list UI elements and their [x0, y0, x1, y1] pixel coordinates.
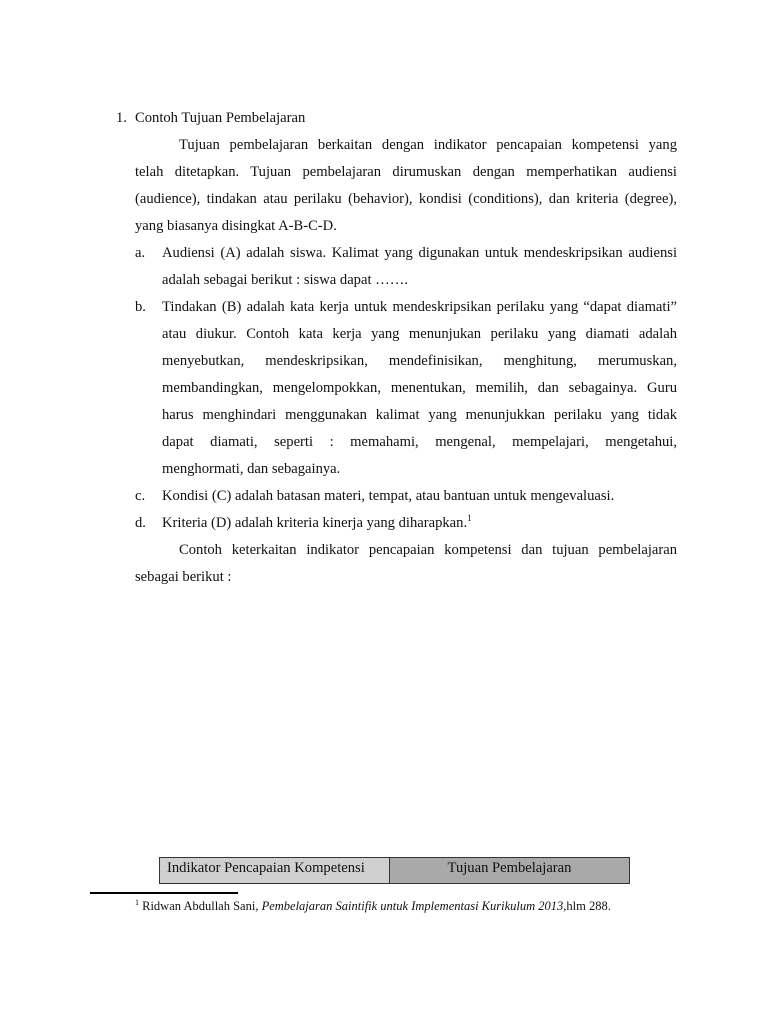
footnote-page: ,hlm 288. [563, 899, 611, 913]
item-d-line-1 [162, 514, 472, 532]
intro-line-4: yang biasanya disingkat A-B-C-D. [135, 218, 337, 234]
item-c-line-1: Kondisi (C) adalah batasan materi, tempat, atau bantuan untuk mengevaluasi. [162, 488, 615, 504]
item-b-line-3: menyebutkan, mendeskripsikan, mendefinisikan, menghitung, merumuskan, [162, 353, 677, 369]
footnote-separator [90, 892, 238, 894]
item-b-line-4: membandingkan, mengelompokkan, menentukan, memilih, dan sebagainya. Guru [162, 380, 677, 396]
section-title: Contoh Tujuan Pembelajaran [135, 110, 306, 126]
intro-line-3: (audience), tindakan atau perilaku (behavior), kondisi (conditions), dan kriteria (degree), [135, 191, 677, 207]
footnote-author: Ridwan Abdullah Sani, [142, 899, 262, 913]
list-marker-d: d. [135, 515, 146, 531]
closing-line-2: sebagai berikut : [135, 569, 232, 585]
item-a-line-1: Audiensi (A) adalah siswa. Kalimat yang digunakan untuk mendeskripsikan audiensi [162, 245, 677, 261]
list-marker-b: b. [135, 299, 146, 315]
item-b-line-2: atau diukur. Contoh kata kerja yang menunjukan perilaku yang diamati adalah [162, 326, 677, 342]
closing-line-1: Contoh keterkaitan indikator pencapaian kompetensi dan tujuan pembelajaran [179, 542, 677, 558]
footnote-ref[interactable]: 1 [467, 513, 472, 523]
intro-line-1: Tujuan pembelajaran berkaitan dengan indikator pencapaian kompetensi yang [179, 137, 677, 153]
footnote [135, 898, 611, 914]
table-header-indikator: Indikator Pencapaian Kompetensi [160, 858, 390, 883]
list-marker-c: c. [135, 488, 146, 504]
item-b-line-5: harus menghindari menggunakan kalimat yang menunjukkan perilaku yang tidak [162, 407, 677, 423]
comparison-table [159, 857, 630, 884]
item-a-line-2: adalah sebagai berikut : siswa dapat ……. [162, 272, 408, 288]
item-b-line-6: dapat diamati, seperti : memahami, mengenal, mempelajari, mengetahui, [162, 434, 677, 450]
item-b-line-1: Tindakan (B) adalah kata kerja untuk mendeskripsikan perilaku yang “dapat diamati” [162, 299, 677, 315]
intro-line-2: telah ditetapkan. Tujuan pembelajaran dirumuskan dengan memperhatikan audiensi [135, 164, 677, 180]
list-marker-a: a. [135, 245, 146, 261]
footnote-title: Pembelajaran Saintifik untuk Implementasi Kurikulum 2013 [261, 899, 564, 913]
section-number: 1. [116, 110, 127, 126]
footnote-number: 1 [135, 898, 139, 907]
table-header-tujuan: Tujuan Pembelajaran [390, 858, 629, 883]
item-d-text: Kriteria (D) adalah kriteria kinerja yang diharapkan. [162, 515, 468, 531]
item-b-line-7: menghormati, dan sebagainya. [162, 461, 341, 477]
